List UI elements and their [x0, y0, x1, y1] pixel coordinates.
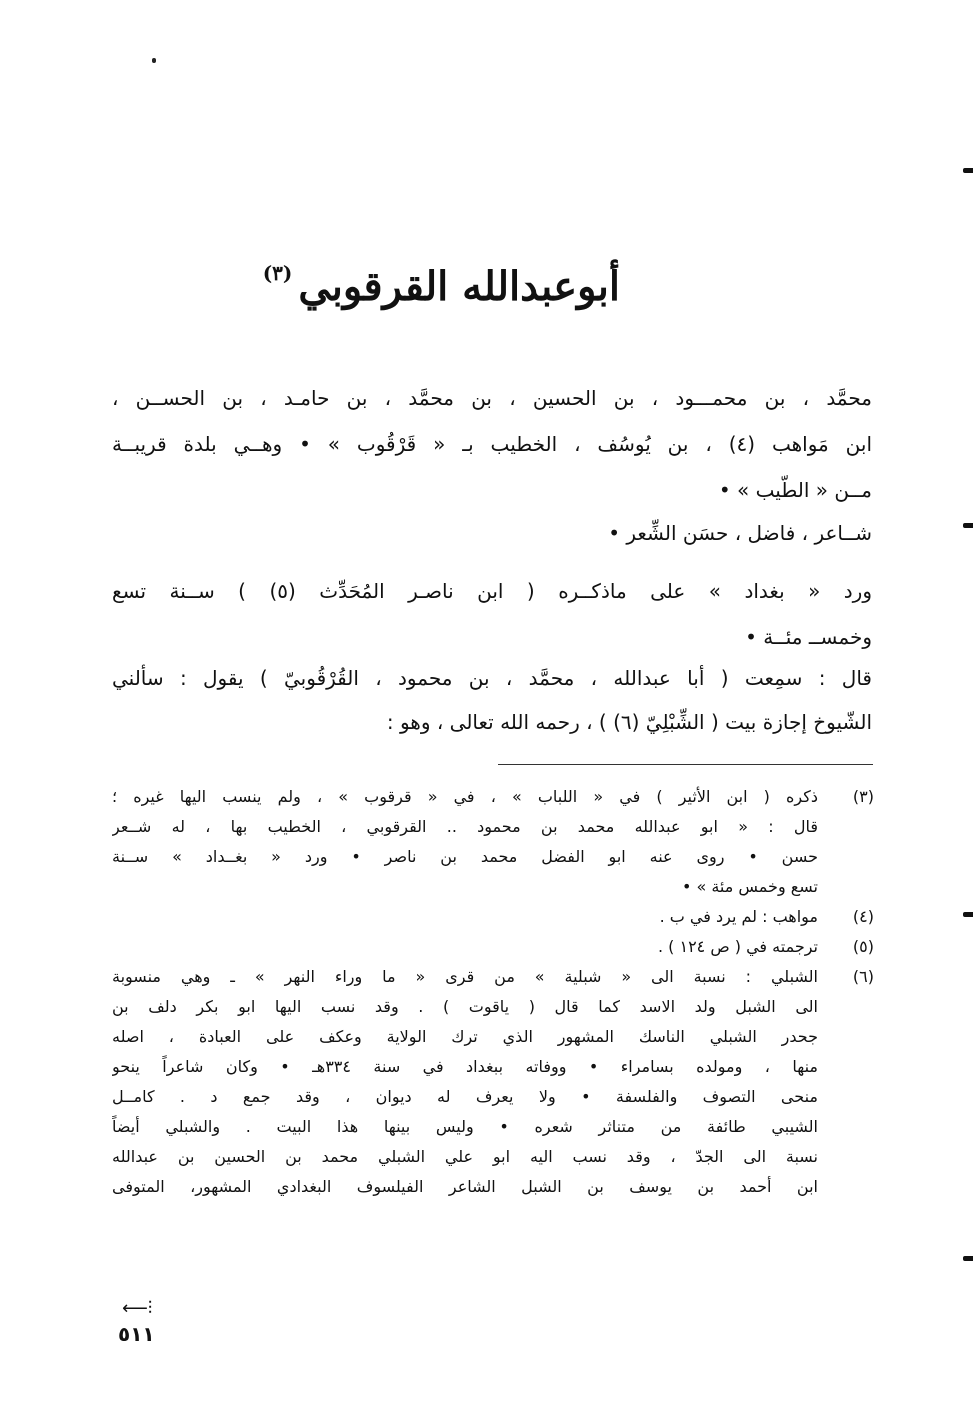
footnote-text	[112, 932, 818, 962]
text-line: الشّيوخ إجازة بيت ( الشِّبْلِيّ (٦) ) ، رحمه الله تعالى ، وهو :	[386, 710, 872, 734]
footnote-text	[112, 902, 818, 932]
title-text: أبوعبدالله القرقوبي	[298, 263, 620, 310]
paragraph-baghdad	[112, 568, 872, 660]
text-line: شــاعر ، فاضل ، حسَن الشِّعر •	[608, 521, 872, 545]
ink-dot	[152, 58, 156, 63]
footnote	[112, 782, 874, 902]
edge-mark	[963, 523, 973, 528]
footnote	[112, 962, 874, 1202]
footnote-number: (٥)	[852, 937, 874, 956]
footnote-line: جحدر الشبلي الناسك المشهور الذي ترك الولاية وعكف على العبادة ، اصله	[112, 1027, 818, 1046]
paragraph-quote	[112, 656, 872, 744]
continuation-arrow-icon: ⟵⫶	[122, 1298, 153, 1319]
title-footnote-ref: (٣)	[262, 261, 293, 285]
footnote-text	[112, 782, 818, 902]
footnote-line: منحى التصوف والفلسفة • ولا يعرف له ديوان ، وقد جمع د . كامــل	[112, 1087, 818, 1106]
paragraph-description	[112, 510, 872, 556]
footnote-line: مواهب : لم يرد في ب .	[659, 907, 818, 926]
footnote-line: قال : « ابو عبدالله محمد بن محمود .. القرقوبي ، الخطيب بها ، له شــعر	[112, 817, 818, 836]
footnote-line: حسن • روى عنه ابو الفضل محمد بن ناصر • ورد « بغــداد » ســنة	[112, 847, 818, 866]
footnote-number: (٤)	[852, 907, 874, 926]
text-line: مــن « الطّيب » •	[718, 478, 872, 502]
footnote-line: نسبة الى الجدّ ، وقد نسب اليه ابو علي الشبلي محمد بن الحسين بن عبدالله	[112, 1147, 818, 1166]
footnote-number: (٣)	[852, 787, 874, 806]
page-number: ٥١١	[118, 1322, 155, 1346]
footnote-line: ترجمته في ( ص ١٢٤ ) .	[657, 937, 818, 956]
footnote-number: (٦)	[852, 967, 874, 986]
footnote-line: الشيبي طائفة من متناثر شعره • وليس بينها هذا البيت . والشبلي أيضاً	[112, 1117, 818, 1136]
footnote-line: تسع وخمس مئة » •	[681, 877, 818, 896]
footnote-line: الى الشبل ولد الاسد كما قال ( ياقوت ) . وقد نسب اليها ابو بكر دلف بن	[112, 997, 818, 1016]
paragraph-lineage	[112, 375, 872, 513]
footnote-line: الشبلي : نسبة الى « شبلية » من قرى « ما وراء النهر » ـ وهي منسوبة	[112, 967, 818, 986]
footnote-separator	[498, 764, 873, 765]
footnote-line: ابن أحمد بن يوسف بن الشبل الشاعر الفيلسوف البغدادي المشهور، المتوفى	[112, 1177, 818, 1196]
footnote-text	[112, 962, 818, 1202]
footnote-line: منها ، ومولده بسامراء • ووفاته ببغداد في سنة ٣٣٤هـ • وكان شاعراً ينحو	[112, 1057, 818, 1076]
text-line: محمَّد ، بن محمـــود ، بن الحسين ، بن محمَّد ، بن حامـد ، بن الحســن ،	[112, 386, 872, 410]
text-line: ابن مَواهب (٤) ، بن يُوسُف ، الخطيب بـ « قَرْقُوب » • وهــي بلدة قريبــة	[112, 432, 872, 456]
text-line: ورد « بغداد » على ماذكــره ( ابن ناصـر المُحَدِّث (٥) ) ســنة تسع	[112, 579, 872, 603]
edge-mark	[963, 168, 973, 173]
edge-mark	[963, 912, 973, 917]
footnote	[112, 932, 874, 962]
text-line: وخمســ مئــة •	[745, 625, 872, 649]
footnotes	[112, 782, 874, 1202]
footnote	[112, 902, 874, 932]
page-title	[262, 238, 620, 322]
footnote-line: ذكره ( ابن الأثير ) في « اللباب » ، في « قرقوب » ، ولم ينسب اليها غيره ؛	[112, 787, 818, 806]
edge-mark	[963, 1256, 973, 1261]
text-line: قال : سمِعت ( أبا عبدالله ، محمَّد ، بن محمود ، القُرْقُوبيّ ) يقول : سألني	[112, 666, 872, 690]
